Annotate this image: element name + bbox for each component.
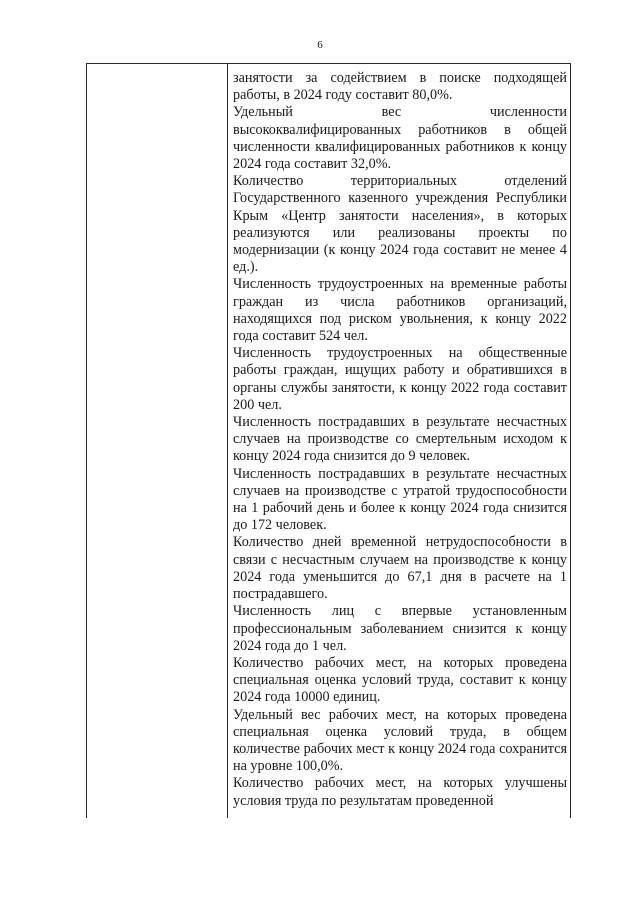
paragraph-workplace-assessment-share: Удельный вес рабочих мест, на которых проведена специальная оценка условий труда, в общем количестве рабочих мест к концу 2024 года сохранится на уровне 100,0%. xyxy=(233,706,567,775)
paragraph-fatal-accidents: Численность пострадавших в результате несчастных случаев на производстве со смертельным исходом к концу 2024 года снизится до 9 человек. xyxy=(233,414,567,465)
paragraph-modernization-offices: Количество территориальных отделений Государственного казенного учреждения Республики Крым «Центр занятости населения», в которых реализуются или реализованы проекты по модернизации (к концу 2024 года составит не менее 4 ед.). xyxy=(233,173,567,276)
paragraph-employment-assistance: занятости за содействием в поиске подходящей работы, в 2024 году составит 80,0%. xyxy=(233,70,567,104)
table-cell-content xyxy=(233,70,567,810)
paragraph-public-works: Численность трудоустроенных на общественные работы граждан, ищущих работу и обратившихся в органы службы занятости, к концу 2022 года составит 200 чел. xyxy=(233,345,567,413)
column-divider xyxy=(227,64,228,818)
paragraph-temporary-employment: Численность трудоустроенных на временные работы граждан из числа работников организаций, находящихся под риском увольнения, к концу 2022 года составит 524 чел. xyxy=(233,276,567,345)
paragraph-sick-days: Количество дней временной нетрудоспособности в связи с несчастным случаем на производстве к концу 2024 года уменьшится до 67,1 дня в расчете на 1 пострадавшего. xyxy=(233,534,567,603)
paragraph-disability-accidents: Численность пострадавших в результате несчастных случаев на производстве с утратой трудоспособности на 1 рабочий день и более к концу 2024 года снизится до 172 человек. xyxy=(233,465,567,534)
paragraph-workplace-assessment-count: Количество рабочих мест, на которых проведена специальная оценка условий труда, составит к концу 2024 года 10000 единиц. xyxy=(233,654,567,706)
paragraph-improved-conditions: Количество рабочих мест, на которых улучшены условия труда по результатам проведенной xyxy=(233,775,567,809)
document-table xyxy=(86,63,571,818)
paragraph-highly-qualified-share: Удельный вес численности высококвалифицированных работников в общей численности квалифицированных работников к концу 2024 года составит 32,0%. xyxy=(233,104,567,173)
paragraph-occupational-disease: Численность лиц с впервые установленным профессиональным заболеванием снизится к концу 2024 года до 1 чел. xyxy=(233,603,567,654)
page-number: 6 xyxy=(317,39,323,51)
